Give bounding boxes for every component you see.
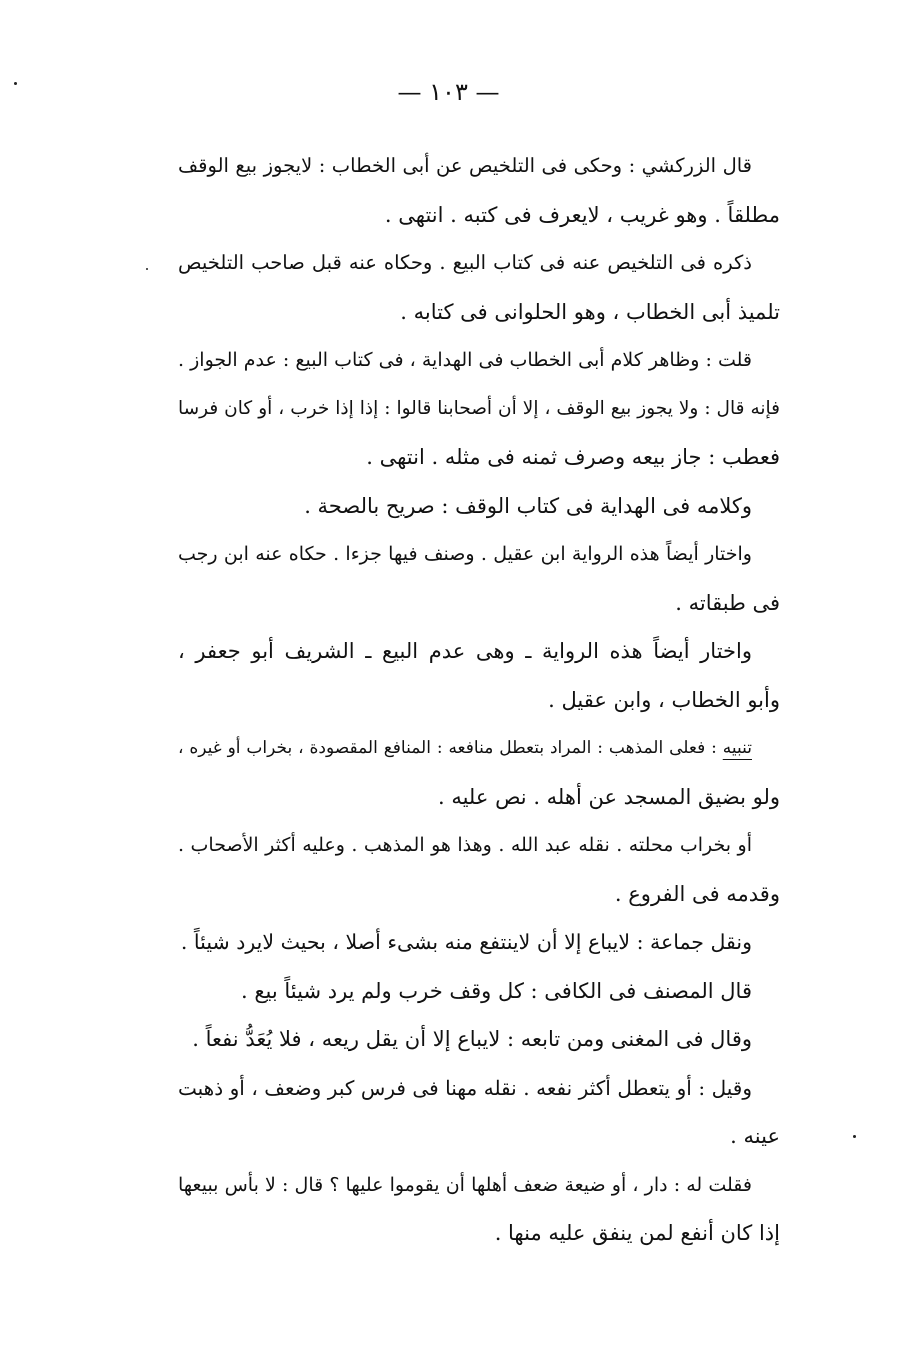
text-line: مطلقاً . وهو غريب ، لايعرف فى كتبه . انتهى . (384, 202, 780, 227)
body-text (178, 142, 780, 1258)
text-line: قلت : وظاهر كلام أبى الخطاب فى الهداية ، فى كتاب البيع : عدم الجواز . (178, 349, 752, 371)
text-line: واختار أيضاً هذه الرواية ابن عقيل . وصنف فيها جزءا . حكاه عنه ابن رجب (178, 543, 752, 565)
note-keyword: تنبيه (722, 738, 752, 758)
margin-speck (146, 268, 148, 270)
text-line: قال الزركشي : وحكى فى التلخيص عن أبى الخطاب : لايجوز بيع الوقف (178, 154, 752, 177)
text-line: واختار أيضاً هذه الرواية ـ وهى عدم البيع ـ الشريف أبو جعفر ، (178, 639, 752, 663)
text-line: إذا كان أنفع لمن ينفق عليه منها . (494, 1221, 780, 1245)
text-line: فى طبقاته . (675, 590, 780, 615)
margin-speck (853, 1135, 856, 1138)
text-line: فقلت له : دار ، أو ضيعة ضعف أهلها أن يقوموا عليها ؟ قال : لا بأس ببيعها (178, 1173, 752, 1196)
text-line: فعطب : جاز بيعه وصرف ثمنه فى مثله . انتهى . (366, 445, 780, 469)
text-line: وقال فى المغنى ومن تابعه : لايباع إلا أن يقل ريعه ، فلا يُعَدُّ نفعاً . (192, 1027, 752, 1051)
page-number: — ١٠٣ — (397, 78, 500, 106)
text-line: قال المصنف فى الكافى : كل وقف خرب ولم يرد شيئاً بيع . (240, 978, 752, 1003)
text-line: تلميذ أبى الخطاب ، وهو الحلوانى فى كتابه . (400, 299, 780, 324)
margin-speck (14, 82, 17, 85)
text-line: أو بخراب محلته . نقله عبد الله . وهذا هو المذهب . وعليه أكثر الأصحاب . (178, 834, 752, 856)
text-line: تنبيه : فعلى المذهب : المراد بتعطل منافعه : المنافع المقصودة ، بخراب أو غيره ، (178, 738, 752, 758)
text-line: ذكره فى التلخيص عنه فى كتاب البيع . وحكاه عنه قبل صاحب التلخيص (178, 251, 752, 274)
text-line: وأبو الخطاب ، وابن عقيل . (548, 687, 780, 712)
text-line: فإنه قال : ولا يجوز بيع الوقف ، إلا أن أصحابنا قالوا : إذا إذا خرب ، أو كان فرسا (178, 397, 780, 419)
text-line: ولو بضيق المسجد عن أهله . نص عليه . (437, 784, 780, 809)
text-line: وقيل : أو يتعطل أكثر نفعه . نقله مهنا فى فرس كبر وضعف ، أو ذهبت (178, 1075, 752, 1100)
text-line: ونقل جماعة : لايباع إلا أن لاينتفع منه بشىء أصلا ، بحيث لايرد شيئاً . (180, 930, 752, 954)
text-line: وقدمه فى الفروع . (614, 881, 780, 906)
text-line: وكلامه فى الهداية فى كتاب الوقف : صريح بالصحة . (304, 493, 752, 518)
text-line: عينه . (730, 1124, 780, 1148)
